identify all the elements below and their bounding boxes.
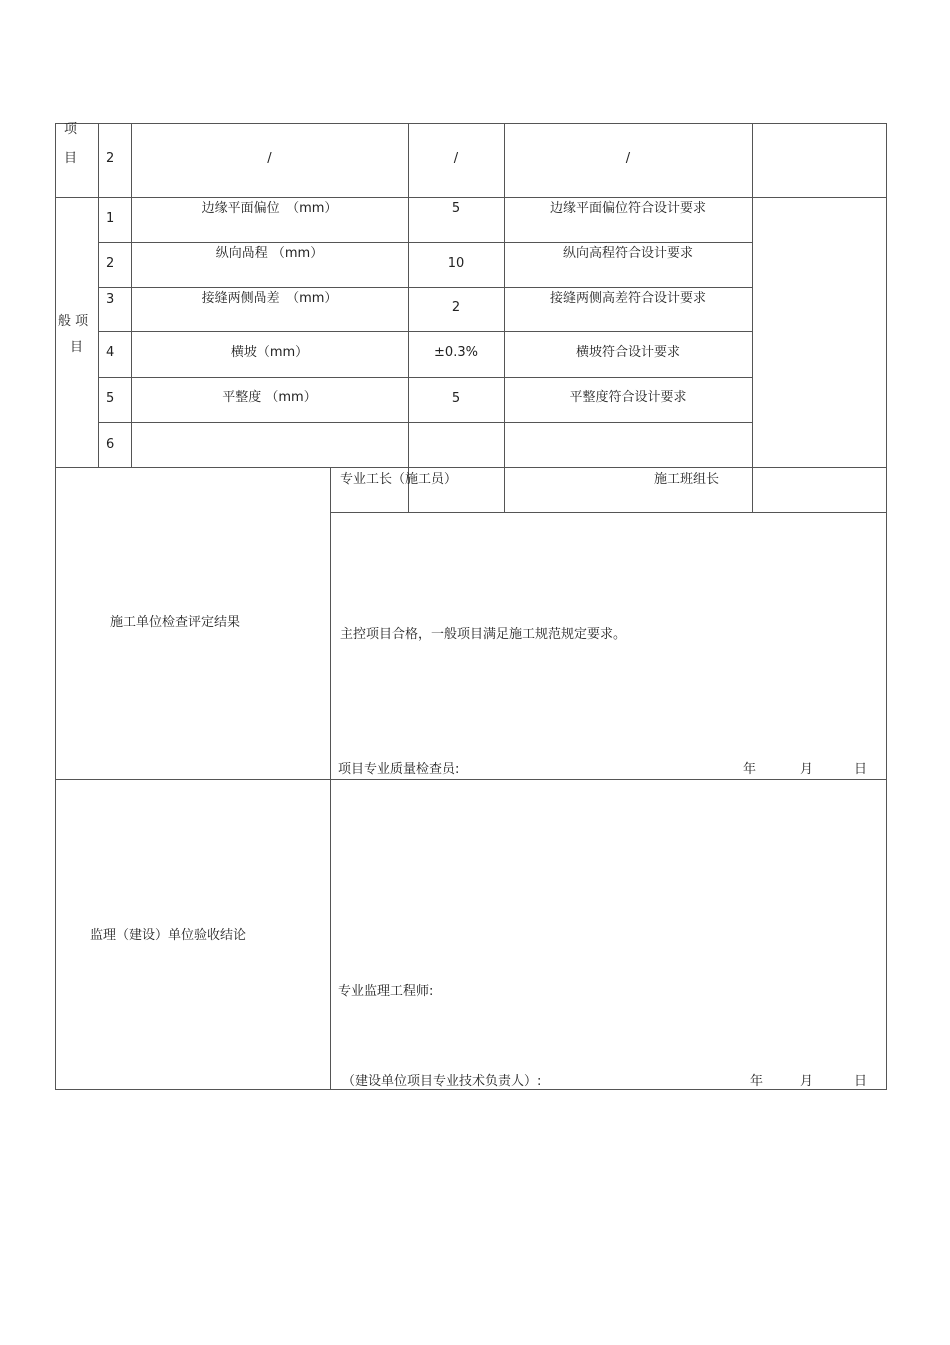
general-row-1-result: 边缘平面偏位符合设计要求 <box>549 201 706 216</box>
general-row-4-no: 4 <box>106 345 115 360</box>
table-border-top <box>55 123 887 124</box>
general-row-5-result: 平整度符合设计要求 <box>569 390 687 405</box>
general-row-1-allowed: 5 <box>451 201 461 216</box>
construction-date-month: 月 <box>800 762 814 777</box>
main-row-2-name: / <box>267 151 272 166</box>
general-items-category-line2: 目 <box>70 340 84 355</box>
quality-inspector-label: 项目专业质量检查员: <box>338 762 460 777</box>
general-row-4-name: 横坡（mm） <box>230 345 309 360</box>
row-line-construction-end <box>55 779 887 780</box>
general-row-6-no: 6 <box>106 437 115 452</box>
general-row-2-name: 纵向咼程 （mm） <box>215 246 324 261</box>
main-row-2-no: 2 <box>106 151 115 166</box>
col-line-category <box>98 123 99 468</box>
general-row-3-result: 接缝两侧高差符合设计要求 <box>549 291 706 306</box>
row-line-3 <box>98 331 753 332</box>
general-row-2-allowed: 10 <box>447 256 465 271</box>
main-items-category-line1: 项 <box>64 122 78 137</box>
general-row-1-name: 边缘平面偏位 （mm） <box>201 201 338 216</box>
construction-result-text: 主控项目合格，一般项目满足施工规范规定要求。 <box>340 627 627 642</box>
supervision-date-month: 月 <box>800 1074 814 1089</box>
table-border-right <box>886 123 887 1090</box>
supervision-date-year: 年 <box>750 1074 764 1089</box>
owner-tech-lead-label: （建设单位项目专业技术负责人）: <box>342 1074 542 1089</box>
general-row-4-allowed: ±0.3% <box>434 345 478 360</box>
col-line-name <box>408 123 409 512</box>
general-row-5-name: 平整度 （mm） <box>222 390 317 405</box>
row-line-4 <box>98 377 753 378</box>
main-row-2-result: / <box>625 151 631 166</box>
general-row-3-allowed: 2 <box>451 300 461 315</box>
general-row-4-result: 横坡符合设计要求 <box>575 345 680 360</box>
supervision-result-label: 监理（建设）单位验收结论 <box>90 928 247 943</box>
general-row-3-no: 3 <box>106 292 115 307</box>
general-row-3-name: 接缝两侧咼差 （mm） <box>201 291 338 306</box>
supervising-engineer-label: 专业监理工程师: <box>338 984 434 999</box>
main-items-category-line2: 目 <box>64 151 78 166</box>
row-line-2 <box>98 287 753 288</box>
general-row-5-allowed: 5 <box>451 391 461 406</box>
general-row-1-no: 1 <box>106 211 115 226</box>
foreman-label: 专业工长（施工员） <box>340 472 458 487</box>
col-line-allowed <box>504 123 505 512</box>
construction-date-day: 日 <box>854 762 868 777</box>
col-line-result <box>752 123 753 512</box>
table-border-left <box>55 123 56 1090</box>
construction-date-year: 年 <box>743 762 757 777</box>
row-line-5 <box>98 422 753 423</box>
general-row-5-no: 5 <box>106 391 115 406</box>
row-line-main-end <box>55 197 887 198</box>
team-leader-label: 施工班组长 <box>654 472 720 487</box>
row-line-signature-end <box>330 512 887 513</box>
general-items-category-line1: 般 项 <box>58 314 89 329</box>
general-row-2-result: 纵向高程符合设计要求 <box>562 246 693 261</box>
main-row-2-allowed: / <box>453 151 459 166</box>
row-line-general-end <box>55 467 887 468</box>
row-line-1 <box>98 242 753 243</box>
general-row-2-no: 2 <box>106 256 115 271</box>
construction-result-label: 施工单位检查评定结果 <box>109 615 240 630</box>
supervision-date-day: 日 <box>854 1074 868 1089</box>
